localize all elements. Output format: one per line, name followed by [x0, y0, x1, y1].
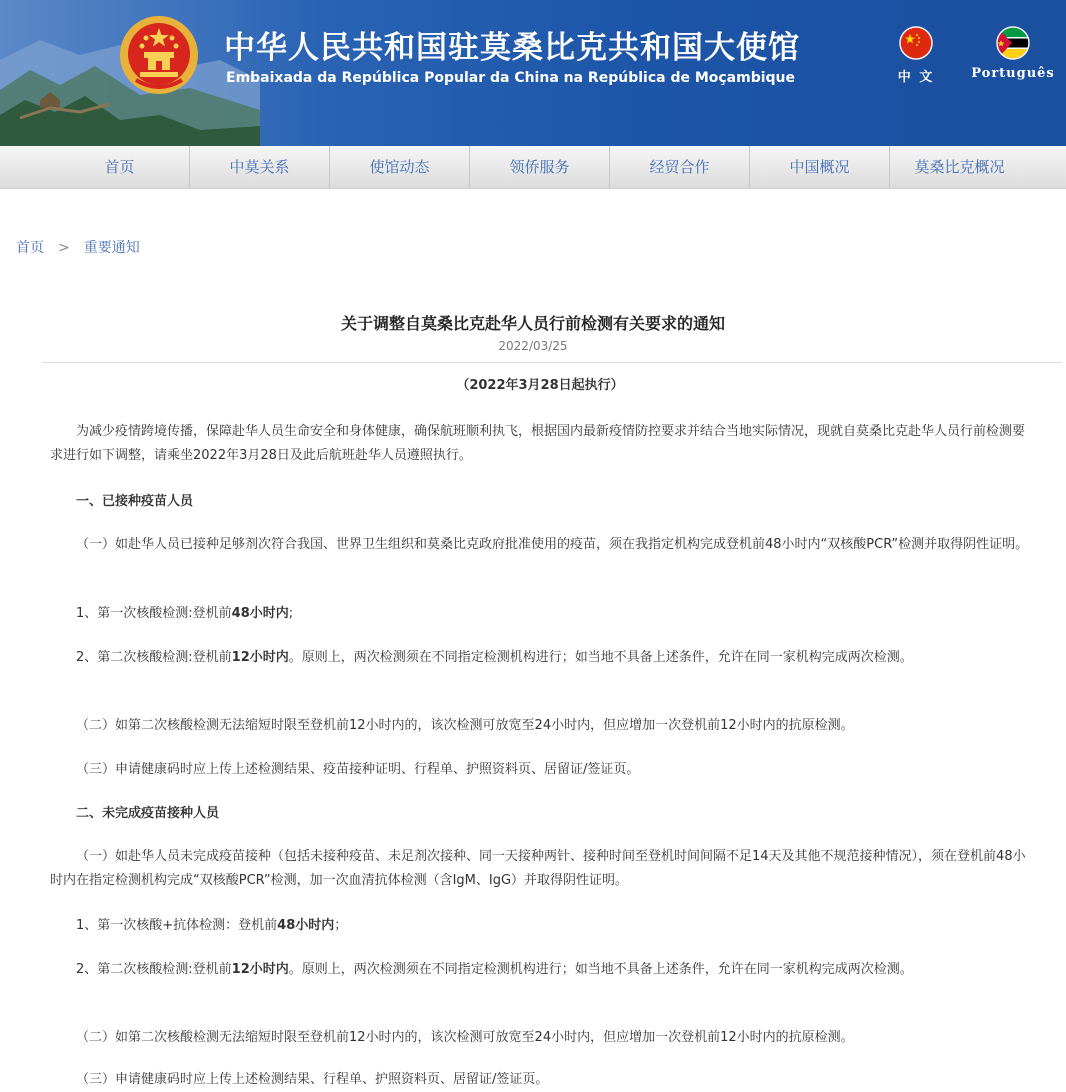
main-navigation: [0, 146, 1066, 189]
language-portuguese-link[interactable]: [966, 26, 1060, 81]
title-divider: [42, 362, 1062, 363]
section-2-item-2-end: 。原则上，两次检测须在不同指定检测机构进行；如当地不具备上述条件，允许在同一家机构完成两次检测。: [288, 962, 913, 977]
section-2-item-1: [50, 914, 1030, 938]
language-chinese-label: 中 文: [897, 70, 935, 85]
section-1-item-1-text: 1、第一次核酸检测:登机前: [76, 606, 232, 621]
nav-item-china-mozambique-relations[interactable]: 中莫关系: [190, 146, 330, 188]
nav-item-about-china[interactable]: 中国概况: [750, 146, 890, 188]
section-2-item-1-bold: 48小时内: [277, 918, 335, 933]
section-2-item-1-end: ；: [334, 918, 348, 933]
section-1-item-2-bold: 12小时内: [231, 650, 289, 665]
section-2-paragraph-1: （一）如赴华人员未完成疫苗接种（包括未接种疫苗、未足剂次接种、同一天接种两针、接种时间至登机时间间隔不足14天及其他不规范接种情况），须在登机前48小时内在指定检测机构完成“双核酸PCR”检测，加一次血清抗体检测（含IgM、IgG）并取得阴性证明。: [50, 849, 1026, 888]
breadcrumb-current-link[interactable]: 重要通知: [83, 240, 140, 256]
breadcrumb-separator: >: [58, 240, 70, 256]
china-flag-icon: [899, 26, 933, 60]
nav-item-embassy-news[interactable]: 使馆动态: [330, 146, 470, 188]
effective-date-notice: （2022年3月28日起执行）: [456, 378, 624, 393]
section-1-item-1-end: ;: [288, 606, 294, 621]
mozambique-flag-icon: [996, 26, 1030, 60]
nav-item-consular-services[interactable]: 领侨服务: [470, 146, 610, 188]
section-1-item-1-bold: 48小时内: [231, 606, 289, 621]
section-2-item-1-text: 1、第一次核酸+抗体检测：登机前: [76, 918, 278, 933]
section-2-paragraph-3: （三）申请健康码时应上传上述检测结果、行程单、护照资料页、居留证/签证页。: [76, 1072, 549, 1087]
section-1-item-2-text: 2、第二次核酸检测:登机前: [76, 650, 232, 665]
article-date: 2022/03/25: [498, 339, 568, 353]
section-1-paragraph-3: （三）申请健康码时应上传上述检测结果、疫苗接种证明、行程单、护照资料页、居留证/签证页。: [76, 762, 640, 777]
site-header: [0, 0, 1066, 146]
section-2-item-2: [50, 958, 1030, 982]
embassy-title-chinese: 中华人民共和国驻莫桑比克共和国大使馆: [224, 30, 800, 66]
section-1-paragraph-2: （二）如第二次核酸检测无法缩短时限至登机前12小时内的，该次检测可放宽至24小时内，但应增加一次登机前12小时内的抗原检测。: [76, 718, 854, 733]
article-title: 关于调整自莫桑比克赴华人员行前检测有关要求的通知: [340, 314, 725, 333]
section-2-paragraph-2: （二）如第二次核酸检测无法缩短时限至登机前12小时内的，该次检测可放宽至24小时内，但应增加一次登机前12小时内的抗原检测。: [76, 1030, 854, 1045]
national-emblem-icon: [118, 14, 200, 96]
section-1-heading: 一、已接种疫苗人员: [76, 494, 194, 509]
section-1-item-2-end: 。原则上，两次检测须在不同指定检测机构进行；如当地不具备上述条件，允许在同一家机构完成两次检测。: [288, 650, 913, 665]
language-chinese-link[interactable]: [893, 26, 939, 85]
nav-item-home[interactable]: 首页: [50, 146, 190, 188]
section-1-paragraph-1: （一）如赴华人员已接种足够剂次符合我国、世界卫生组织和莫桑比克政府批准使用的疫苗，须在我指定机构完成登机前48小时内“双核酸PCR”检测并取得阴性证明。: [76, 537, 1029, 552]
section-2-heading: 二、未完成疫苗接种人员: [76, 806, 220, 821]
intro-paragraph: 为减少疫情跨境传播，保障赴华人员生命安全和身体健康，确保航班顺利执飞，根据国内最新疫情防控要求并结合当地实际情况，现就自莫桑比克赴华人员行前检测要求进行如下调整，请乘坐2022年3月28日及此后航班赴华人员遵照执行。: [50, 424, 1026, 463]
breadcrumb-home-link[interactable]: 首页: [16, 240, 44, 256]
section-2-item-2-text: 2、第二次核酸检测:登机前: [76, 962, 232, 977]
nav-item-economic-cooperation[interactable]: 经贸合作: [610, 146, 750, 188]
breadcrumb: [16, 237, 140, 257]
section-1-item-1: [50, 602, 1030, 626]
section-1-item-2: [50, 646, 1030, 670]
language-portuguese-label: Português: [971, 66, 1055, 81]
nav-item-about-mozambique[interactable]: 莫桑比克概况: [914, 158, 1005, 176]
embassy-title-portuguese: Embaixada da República Popular da China na República de Moçambique: [226, 70, 796, 86]
section-2-item-2-bold: 12小时内: [231, 962, 289, 977]
